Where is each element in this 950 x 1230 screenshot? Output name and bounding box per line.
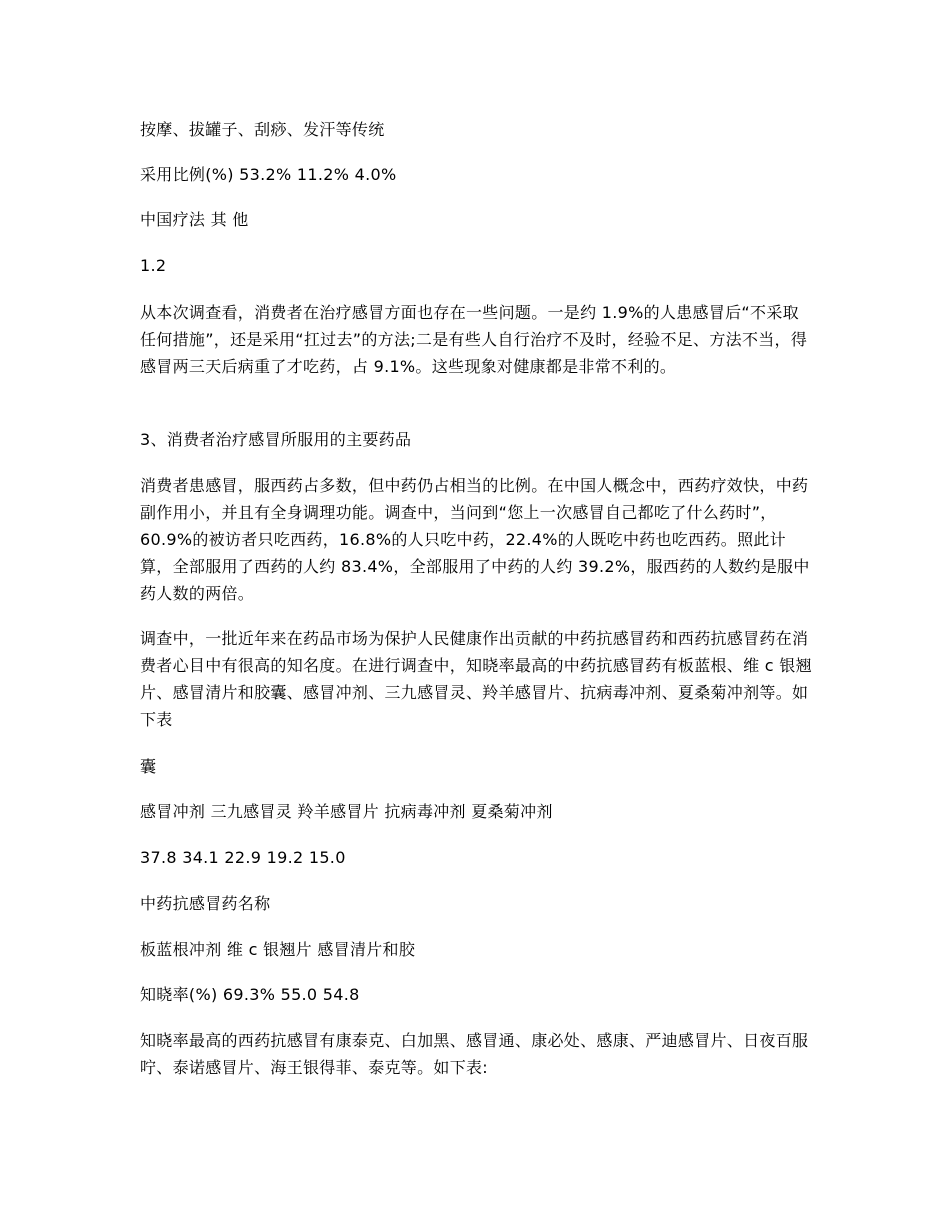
paragraph-nang: 囊 [140,757,157,776]
paragraph-awareness-chinese-medicine: 调查中，一批近年来在药品市场为保护人民健康作出贡献的中药抗感冒药和西药抗感冒药在消费者心目中有很高的知名度。在进行调查中，知晓率最高的中药抗感冒药有板蓝根、维 c 银翘片、感冒清片和胶囊、感冒冲剂、三九感冒灵、羚羊感冒片、抗病毒冲剂、夏桑菊冲剂等。如下表 [140,629,812,729]
table-row-medicine-names: 感冒冲剂 三九感冒灵 羚羊感冒片 抗病毒冲剂 夏桑菊冲剂 [140,802,553,821]
paragraph-western-medicine-awareness: 知晓率最高的西药抗感冒有康泰克、白加黑、感冒通、康必处、感康、严迪感冒片、日夜百服咛、泰诺感冒片、海王银得菲、泰克等。如下表: [140,1031,809,1077]
paragraph-usage-ratio: 采用比例(%) 53.2% 11.2% 4.0% [140,165,397,184]
section-heading-main-drugs: 3、消费者治疗感冒所服用的主要药品 [140,430,412,449]
table-row-medicine-names-2: 板蓝根冲剂 维 c 银翘片 感冒清片和胶 [140,940,416,959]
paragraph-value-1-2: 1.2 [140,256,167,275]
paragraph-western-vs-chinese-medicine: 消费者患感冒，服西药占多数，但中药仍占相当的比例。在中国人概念中，西药疗效快，中药副作用小，并且有全身调理功能。调查中，当问到“您上一次感冒自己都吃了什么药时”，60.9%的被访者只吃西药，16.8%的人只吃中药，22.4%的人既吃中药也吃西药。照此计算，全部服用了西药的人约 83.4%，全部服用了中药的人约 39.2%，服西药的人数约是服中药人数的两倍。 [140,476,810,603]
table-row-medicine-values: 37.8 34.1 22.9 19.2 15.0 [140,848,346,867]
paragraph-survey-problems: 从本次调查看，消费者在治疗感冒方面也存在一些问题。一是约 1.9%的人患感冒后“不采取任何措施”，还是采用“扛过去”的方法;二是有些人自行治疗不及时，经验不足、方法不当，得感冒两三天后病重了才吃药，占 9.1%。这些现象对健康都是非常不利的。 [140,303,808,376]
table-header-chinese-medicine-name: 中药抗感冒药名称 [140,894,271,913]
paragraph-traditional-methods: 按摩、拔罐子、刮痧、发汗等传统 [140,120,385,139]
table-row-awareness-rate: 知晓率(%) 69.3% 55.0 54.8 [140,985,360,1004]
paragraph-chinese-therapy-other: 中国疗法 其 他 [140,210,249,229]
